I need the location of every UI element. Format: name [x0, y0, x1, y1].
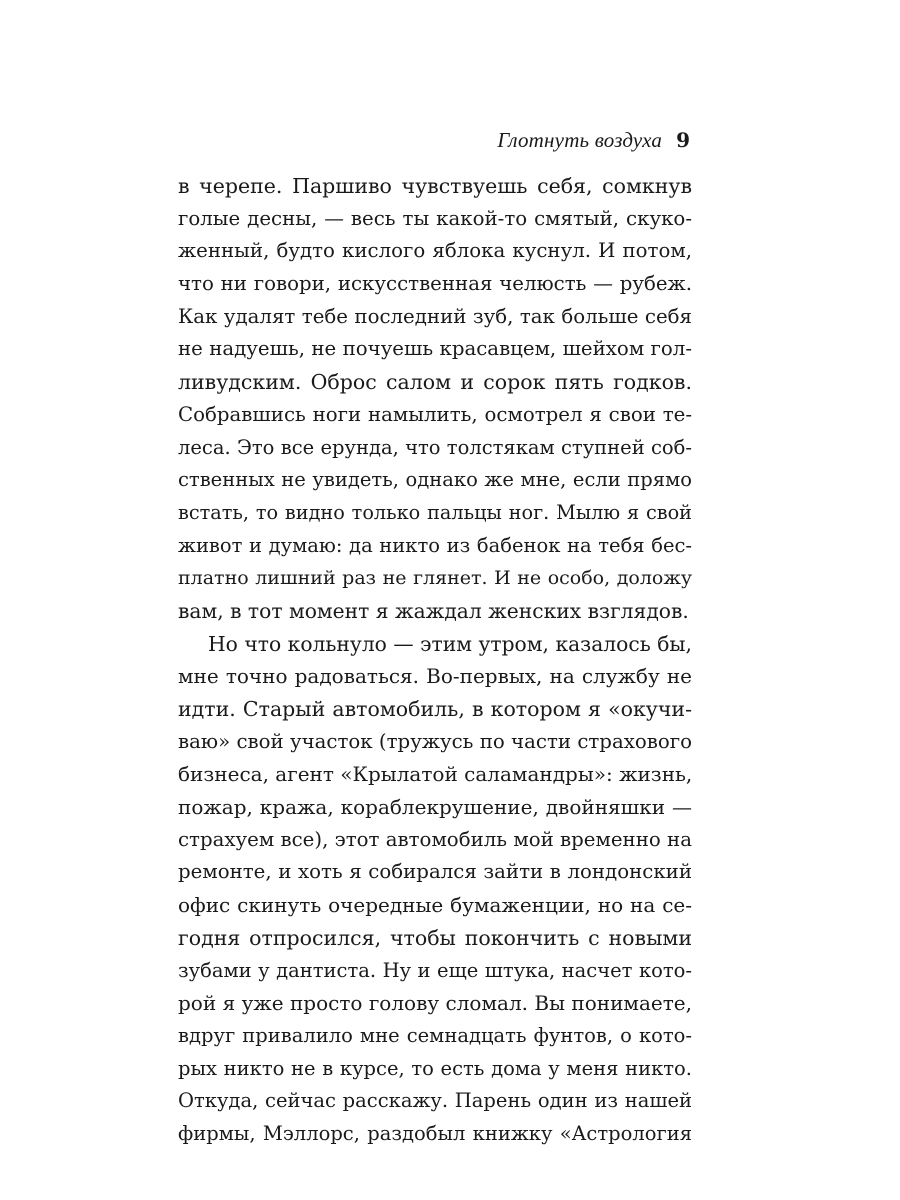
text-line: Откуда, сейчас расскажу. Парень один из нашей — [178, 1089, 692, 1113]
text-line: не надуешь, не почуешь красавцем, шейхом гол- — [178, 337, 692, 361]
text-line: Собравшись ноги намылить, осмотрел я свои те- — [178, 402, 692, 426]
text-line: что ни говори, искусственная челюсть — рубеж. — [178, 272, 692, 296]
paragraph — [178, 170, 692, 628]
text-line: рых никто не в курсе, то есть дома у меня никто. — [178, 1056, 692, 1080]
text-line: голые десны, — весь ты какой-то смятый, скуко- — [178, 206, 692, 230]
text-line: офис скинуть очередные бумаженции, но на се- — [178, 893, 692, 918]
text-line: платно лишний раз не глянет. И не особо, доложу — [178, 567, 692, 590]
text-line: фирмы, Мэллорс, раздобыл книжку «Астрология — [178, 1121, 692, 1145]
text-line: годня отпросился, чтобы покончить с новыми — [178, 925, 692, 950]
text-line: Как удалят тебе последний зуб, так больше себя — [178, 304, 692, 328]
text-line: пожар, кража, кораблекрушение, двойняшки — — [178, 795, 692, 820]
text-line: живот и думаю: да никто из бабенок на тебя бес- — [178, 533, 692, 557]
text-line: вдруг привалило мне семнадцать фунтов, о кото- — [178, 1023, 692, 1047]
text-line: зубами у дантиста. Ну и еще штука, насчет кото- — [178, 958, 692, 982]
text-line: женный, будто кислого яблока куснул. И потом, — [178, 239, 692, 263]
text-line: ваю» свой участок (тружусь по части страхового — [178, 729, 692, 753]
text-line: в черепе. Паршиво чувствуешь себя, сомкнув — [178, 174, 692, 198]
text-line: леса. Это все ерунда, что толстякам ступней соб- — [178, 435, 692, 459]
text-line: ливудским. Оброс салом и сорок пять годков. — [178, 370, 692, 395]
running-head — [497, 124, 690, 156]
text-line: ственных не увидеть, однако же мне, если прямо — [178, 468, 692, 492]
running-title: Глотнуть воздуха — [497, 128, 663, 152]
text-line: бизнеса, агент «Крылатой саламандры»: жизнь, — [178, 762, 692, 787]
text-line: встать, то видно только пальцы ног. Мылю я свой — [178, 500, 692, 524]
paragraph — [178, 628, 692, 1151]
body-text — [178, 170, 692, 1151]
text-line: рой я уже просто голову сломал. Вы понимаете, — [178, 991, 692, 1016]
text-line: идти. Старый автомобиль, в котором я «окучи- — [178, 697, 692, 721]
text-line: Но что кольнуло — этим утром, казалось бы, — [208, 631, 692, 656]
text-line: мне точно радоваться. Во-первых, на службу не — [178, 664, 692, 689]
text-line: вам, в тот момент я жаждал женских взглядов. — [178, 598, 689, 623]
page-number: 9 — [676, 128, 690, 152]
text-line: ремонте, и хоть я собирался зайти в лондонский — [178, 860, 692, 884]
text-line: страхуем все), этот автомобиль мой временно на — [178, 827, 692, 851]
